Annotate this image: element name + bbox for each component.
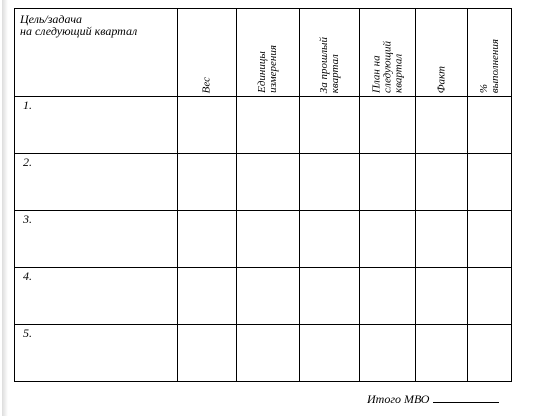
fact-cell[interactable] xyxy=(416,154,468,211)
fact-cell[interactable] xyxy=(416,97,468,154)
plan-cell[interactable] xyxy=(360,211,416,268)
header-row xyxy=(15,9,512,97)
fact-cell[interactable] xyxy=(416,268,468,325)
percent-cell[interactable] xyxy=(468,97,512,154)
task-header-line1: Цель/задача xyxy=(20,12,83,26)
last-quarter-header-line2: квартал xyxy=(328,53,341,93)
fact-column-header xyxy=(416,9,468,97)
percent-header-line2: выполнения xyxy=(488,38,501,93)
plan-cell[interactable] xyxy=(360,325,416,382)
total-mbo-line xyxy=(367,392,499,407)
row-number: 2. xyxy=(15,154,178,211)
last-quarter-column-header xyxy=(300,9,360,97)
row-number: 3. xyxy=(15,211,178,268)
table-row xyxy=(15,97,512,154)
weight-header-label: Вес xyxy=(200,76,213,93)
fact-cell[interactable] xyxy=(416,211,468,268)
plan-header-line3: квартал xyxy=(392,53,404,93)
plan-cell[interactable] xyxy=(360,268,416,325)
percent-cell[interactable] xyxy=(468,325,512,382)
percent-cell[interactable] xyxy=(468,211,512,268)
last-quarter-header-line1: За прошлый xyxy=(317,36,330,93)
total-mbo-blank[interactable] xyxy=(433,392,499,403)
unit-cell[interactable] xyxy=(237,154,300,211)
weight-cell[interactable] xyxy=(178,268,237,325)
table-row xyxy=(15,268,512,325)
row-number: 1. xyxy=(15,97,178,154)
last-quarter-cell[interactable] xyxy=(300,268,360,325)
last-quarter-cell[interactable] xyxy=(300,211,360,268)
percent-cell[interactable] xyxy=(468,154,512,211)
plan-header-line2: следующий xyxy=(381,41,393,93)
plan-cell[interactable] xyxy=(360,154,416,211)
plan-cell[interactable] xyxy=(360,97,416,154)
task-column-header xyxy=(15,9,178,97)
percent-header-line1: % xyxy=(477,83,490,93)
table-row xyxy=(15,211,512,268)
unit-cell[interactable] xyxy=(237,268,300,325)
unit-header-line2: измерения xyxy=(267,45,279,93)
row-number: 4. xyxy=(15,268,178,325)
weight-cell[interactable] xyxy=(178,154,237,211)
unit-cell[interactable] xyxy=(237,97,300,154)
weight-cell[interactable] xyxy=(178,97,237,154)
plan-header-line1: План на xyxy=(370,55,382,93)
unit-header-line1: Единицы xyxy=(256,51,268,93)
weight-column-header xyxy=(178,9,237,97)
unit-column-header xyxy=(237,9,300,97)
mbo-table xyxy=(14,8,512,382)
total-mbo-label: Итого МВО xyxy=(367,392,430,406)
unit-cell[interactable] xyxy=(237,325,300,382)
fact-cell[interactable] xyxy=(416,325,468,382)
weight-cell[interactable] xyxy=(178,211,237,268)
fact-header-label: Факт xyxy=(435,65,447,93)
unit-cell[interactable] xyxy=(237,211,300,268)
last-quarter-cell[interactable] xyxy=(300,97,360,154)
row-number: 5. xyxy=(15,325,178,382)
plan-column-header xyxy=(360,9,416,97)
table-row xyxy=(15,154,512,211)
weight-cell[interactable] xyxy=(178,325,237,382)
last-quarter-cell[interactable] xyxy=(300,325,360,382)
table-row xyxy=(15,325,512,382)
percent-column-header xyxy=(468,9,512,97)
task-header-line2: на следующий квартал xyxy=(20,24,138,38)
left-margin-shade xyxy=(2,0,8,416)
last-quarter-cell[interactable] xyxy=(300,154,360,211)
percent-cell[interactable] xyxy=(468,268,512,325)
